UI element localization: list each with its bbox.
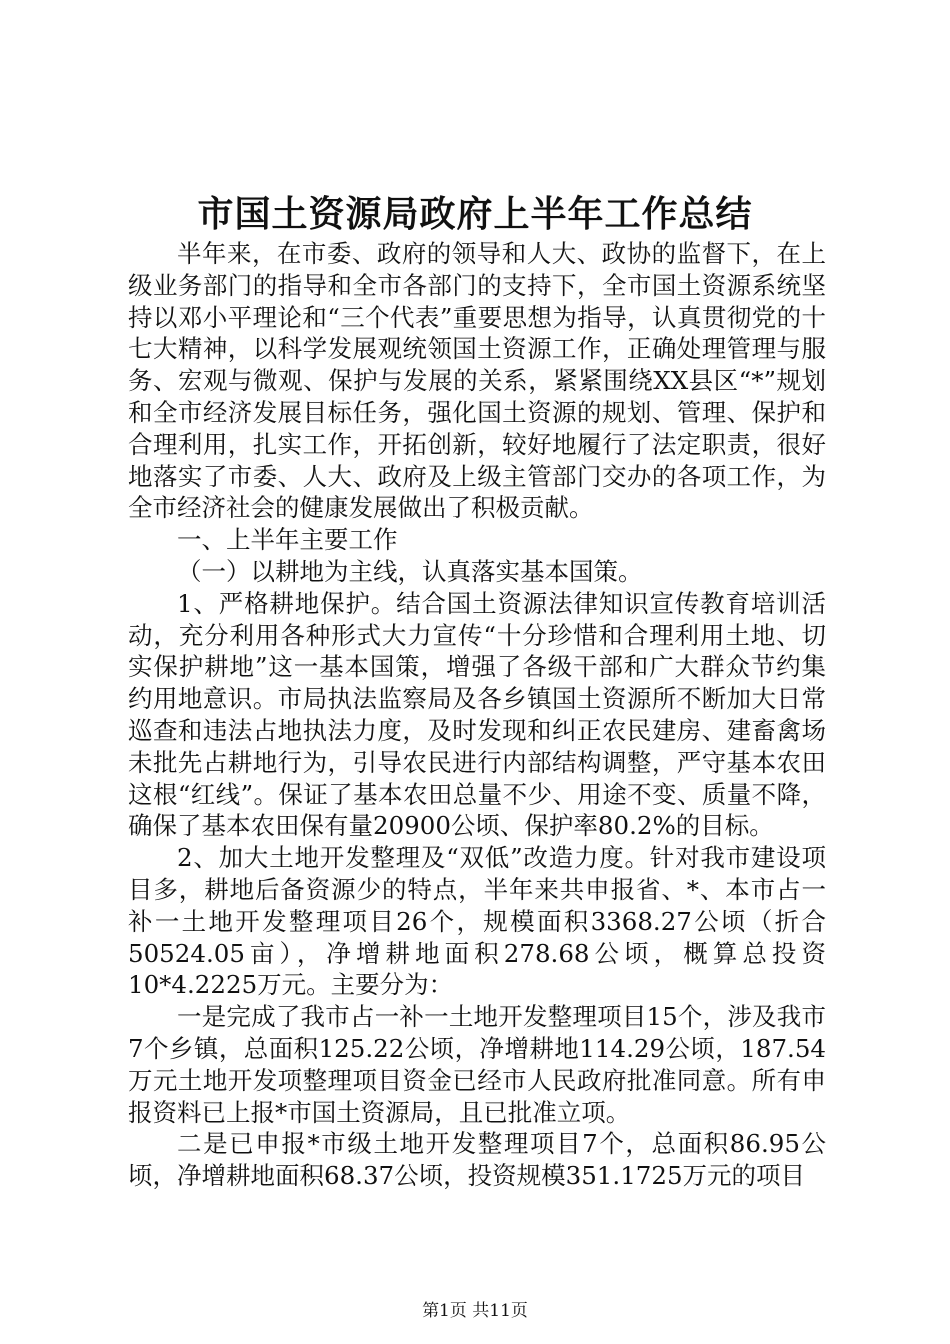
page-footer: 第1页 共11页 [422, 1301, 528, 1321]
section-heading: 一、上半年主要工作 [177, 525, 398, 555]
paragraph-point-1: 一是完成了我市占一补一土地开发整理项目15个，涉及我市7个乡镇，总面积125.22公顷，净增耕地114.29公顷，187.54万元土地开发项整理项目资金已经市人民政府批准同意。所有申报资料已上报*市国土资源局，且已批准立项。 [128, 1002, 826, 1127]
subsection-heading: （一）以耕地为主线，认真落实基本国策。 [177, 556, 643, 586]
document-title: 市国土资源局政府上半年工作总结 [197, 193, 753, 235]
paragraph-item-2: 2、加大土地开发整理及“双低”改造力度。针对我市建设项目多，耕地后备资源少的特点，半年来共申报省、*、本市占一补一土地开发整理项目26个，规模面积3368.27公顷（折合50524.05亩），净增耕地面积278.68公顷，概算总投资10*4.2225万元。主要分为： [128, 843, 826, 1000]
paragraph-item-1: 1、严格耕地保护。结合国土资源法律知识宣传教育培训活动，充分利用各种形式大力宣传“十分珍惜和合理利用土地、切实保护耕地”这一基本国策，增强了各级干部和广大群众节约集约用地意识。市局执法监察局及各乡镇国土资源所不断加大日常巡查和违法占地执法力度，及时发现和纠正农民建房、建畜禽场未批先占耕地行为，引导农民进行内部结构调整，严守基本农田这根“红线”。保证了基本农田总量不少、用途不变、质量不降，确保了基本农田保有量20900公顷、保护率80.2%的目标。 [128, 588, 826, 841]
document-body [128, 238, 826, 1192]
paragraph-intro: 半年来，在市委、政府的领导和人大、政协的监督下，在上级业务部门的指导和全市各部门的支持下，全市国土资源系统坚持以邓小平理论和“三个代表”重要思想为指导，认真贯彻党的十七大精神，以科学发展观统领国土资源工作，正确处理管理与服务、宏观与微观、保护与发展的关系，紧紧围绕XX县区“*”规划和全市经济发展目标任务，强化国土资源的规划、管理、保护和合理利用，扎实工作，开拓创新，较好地履行了法定职责，很好地落实了市委、人大、政府及上级主管部门交办的各项工作，为全市经济社会的健康发展做出了积极贡献。 [128, 239, 826, 523]
paragraph-point-2: 二是已申报*市级土地开发整理项目7个，总面积86.95公顷，净增耕地面积68.37公顷，投资规模351.1725万元的项目 [128, 1129, 826, 1191]
